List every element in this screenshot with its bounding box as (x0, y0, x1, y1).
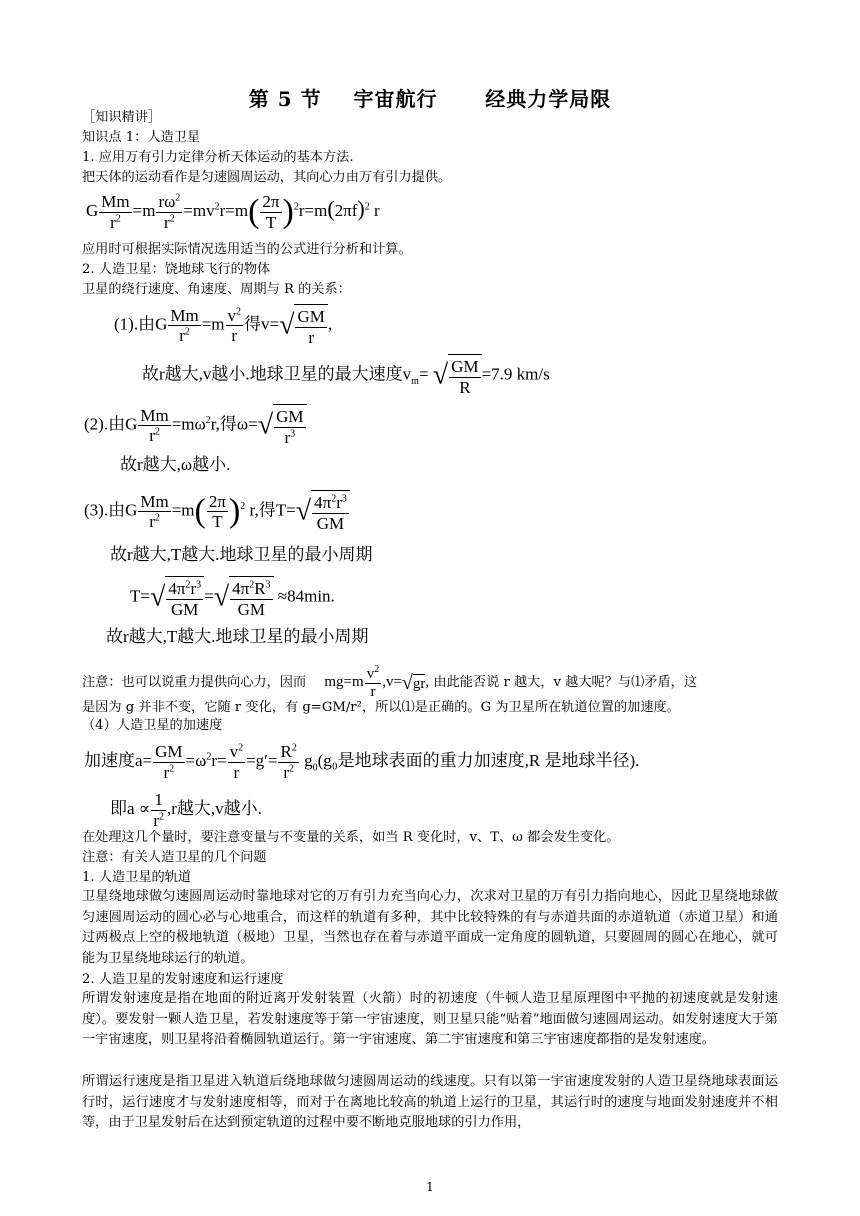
note-1-line-2: 是因为 g 并非不变，它随 r 变化，有 g=GM/r²，所以⑴是正确的。G 为卫星所在轨道位置的加速度。 (82, 700, 680, 715)
acc-prop-end: ,r越大,v越小. (166, 798, 262, 818)
eq3-conclusion: 故r越大,T越大.地球卫星的最小周期 (110, 545, 373, 564)
note-1 (82, 664, 778, 702)
eq2-conclusion: 故r越大,ω越小. (120, 455, 231, 474)
eq3-prefix: (3).由G (84, 500, 138, 520)
period-formula: (3).由G $\frac{Mm}{r^2}$ =m( $\frac{2\pi}{T}$ )$^2$ r,得T=√ $\frac{4\pi^2r^3}{GM}$ (84, 490, 350, 533)
min-period-formula: T=√ $\frac{4\pi^2r^3}{GM}$ =√ $\frac{4\pi^2R^3}{GM}$ ≈84min. (130, 576, 335, 619)
acc-prefix: 加速度a= (84, 750, 153, 770)
sub-2-paragraph-1: 所谓发射速度是指在地面的附近离开发射装置（火箭）时的初速度（牛顿人造卫星原理图中平抛的初速度就是发射速度）。要发射一颗人造卫星，若发射速度等于第一宇宙速度，则卫星只能“贴着”地面做匀速圆周运动。如发射速度大于第一宇宙速度，则卫星将沿着椭圆轨道运行。第一宇宙速度、第二宇宙速度和第三宇宙速度都指的是发射速度。 (82, 991, 778, 1048)
item-1-heading: 1. 应用万有引力定律分析天体运动的基本方法. (82, 150, 354, 165)
gravitation-formula: G $\frac{Mm}{r^2}$ =m $\frac{r\omega^2}{r^2}$ $=mv^2r=m$( $\frac{2\pi}{T}$ )$^2r=m(2\pi f)^2$ r (86, 192, 380, 232)
eq3-value: ≈84min. (277, 586, 335, 606)
eq2-prefix: (2).由G (84, 414, 138, 434)
sub-1-paragraph: 卫星绕地球做匀速圆周运动时靠地球对它的万有引力充当向心力，次求对卫星的万有引力指向地心，因此卫星绕地球做匀速圆周运动的圆心必与心地重合，而这样的轨道有多种，其中比较特殊的有与赤道共面的赤道轨道（赤道卫星）和通过两极点上空的极地轨道（极地）卫星，当然也存在着与赤道平面成一定角度的圆轨道，只要圆周的圆心在地心，就可能为卫星绕地球运行的轨道。 (82, 889, 778, 966)
eq1-prefix: (1).由G (114, 314, 168, 334)
note-2: 注意：有关人造卫星的几个问题 (82, 850, 267, 865)
sub-heading-1: 1. 人造卫星的轨道 (82, 870, 192, 885)
item-1-description: 把天体的运动看作是匀速圆周运动，其向心力由万有引力提供。 (82, 170, 452, 185)
note-1-end: 由此能否说 r 越大，v 越大呢？与⑴矛盾，这 (433, 675, 698, 691)
acc-suffix: (g₀是地球表面的重力加速度,R 是地球半径). (317, 750, 640, 770)
max-velocity-formula: 故r越大,v越小.地球卫星的最大速度$v_m=$ √ $\frac{GM}{R}$ =7.9 km/s (142, 354, 550, 397)
acceleration-formula: 加速度a= $\frac{GM}{r^2}$ $=\omega^2r=$ $\frac{v^2}{r}$ =g′= $\frac{R^2}{r^2}$ $g_0(g_0$是地球表面的重力加速度,R 是地球半径). (84, 742, 640, 782)
eq3-conclusion-2: 故r越大,T越大.地球卫星的最小周期 (106, 627, 369, 646)
section-label: ［知识精讲］ (82, 110, 162, 125)
acceleration-proportion: 即a ∝ $\frac{1}{r^2}$ ,r越大,v越小. (110, 790, 262, 830)
gravity-formula: mg=m $\frac{v^2}{r}$ ,v=√gr, (324, 664, 430, 701)
page-title: 第 5 节 宇宙航行 经典力学局限 (248, 87, 612, 111)
item-1-after: 应用时可根据实际情况选用适当的公式进行分析和计算。 (82, 242, 412, 257)
item-2-heading: 2. 人造卫星：饶地球飞行的物体 (82, 262, 271, 277)
sub-heading-2: 2. 人造卫星的发射速度和运行速度 (82, 972, 284, 987)
sub-2-paragraph-2: 所谓运行速度是指卫星进入轨道后绕地球做匀速圆周运动的线速度。只有以第一宇宙速度发射的人造卫星绕地球表面运行时，运行速度才与发射速度相等，而对于在离地比较高的轨道上运行的卫星，其运行时的速度与地面发射速度并不相等，由于卫星发射后在达到预定轨道的过程中要不断地克服地球的引力作用， (82, 1074, 778, 1131)
knowledge-point-1: 知识点 1：人造卫星 (82, 130, 201, 145)
note-1-start: 注意：也可以说重力提供向心力，因而 (82, 675, 307, 691)
variable-note: 在处理这几个量时，要注意变量与不变量的关系，如当 R 变化时，v、T、ω 都会发生变化。 (82, 830, 620, 845)
item-4-heading: （4）人造卫星的加速度 (82, 718, 223, 733)
angular-velocity-formula: (2).由G $\frac{Mm}{r^2}$ $=m\omega^2r$,得ω=√ $\frac{GM}{r^3}$ (84, 404, 307, 447)
item-2-description: 卫星的绕行速度、角速度、周期与 R 的关系： (82, 282, 351, 297)
eq1-conclusion: 故r越大,v越小.地球卫星的最大速度v (142, 364, 412, 384)
velocity-formula: (1).由G $\frac{Mm}{r^2}$ =m $\frac{v^2}{r}$ 得v=√ $\frac{GM}{r}$ , (114, 305, 333, 347)
eq1-value: =7.9 km/s (481, 364, 550, 384)
page-number: 1 (426, 1180, 434, 1194)
acc-prop: 即a ∝ (110, 798, 151, 818)
